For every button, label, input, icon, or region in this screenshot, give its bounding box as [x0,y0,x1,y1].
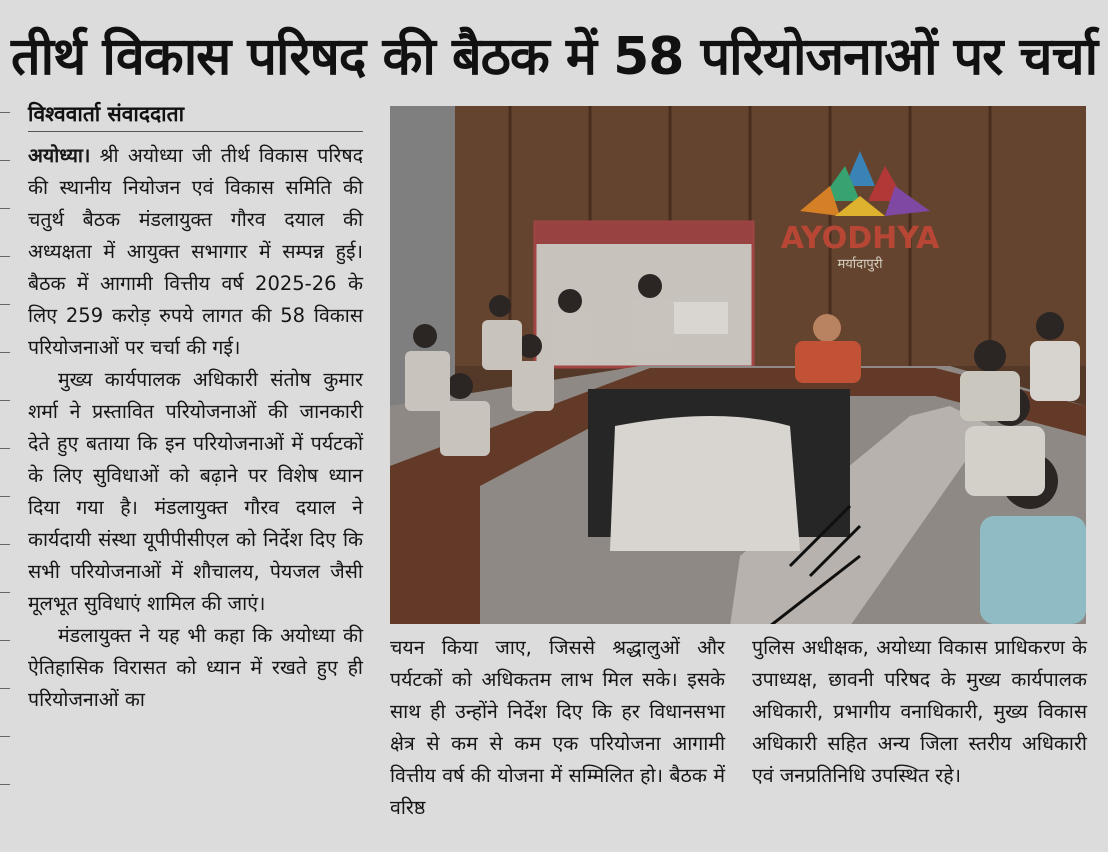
article-column-1 [28,140,363,716]
logo-text: AYODHYA [780,221,940,256]
dateline: अयोध्या। [28,144,91,167]
headline: तीर्थ विकास परिषद की बैठक में 58 परियोजनाओं पर चर्चा [10,27,1098,87]
logo-subtext: मर्यादापुरी [837,257,883,272]
byline: विश्ववार्ता संवाददाता [28,100,363,132]
column-gutter-marks [0,100,14,840]
article-column-2 [390,632,725,824]
paragraph-1 [28,140,363,364]
paragraph-5: पुलिस अधीक्षक, अयोध्या विकास प्राधिकरण के उपाध्यक्ष, छावनी परिषद के मुख्य कार्यपालक अधिकारी, प्रभागीय वनाधिकारी, मुख्य विकास अधिकारी सहित अन्य जिला स्तरीय अधिकारी एवं जनप्रतिनिधि उपस्थित रहे। [752,636,1087,787]
meeting-photo [390,106,1086,624]
paragraph-3: मंडलायुक्त ने यह भी कहा कि अयोध्या की ऐतिहासिक विरासत को ध्यान में रखते हुए ही परियोजनाओं का [28,624,363,711]
paragraph-4: चयन किया जाए, जिससे श्रद्धालुओं और पर्यटकों को अधिकतम लाभ मिल सके। इसके साथ ही उन्होंने निर्देश दिए कि हर विधानसभा क्षेत्र से कम से कम एक परियोजना आगामी वित्तीय वर्ष की योजना में सम्मिलित हो। बैठक में वरिष्ठ [390,636,725,819]
article-column-3 [752,632,1087,792]
paragraph-1-text: श्री अयोध्या जी तीर्थ विकास परिषद की स्थानीय नियोजन एवं विकास समिति की चतुर्थ बैठक मंडलायुक्त गौरव दयाल की अध्यक्षता में आयुक्त सभागार में सम्पन्न हुई। बैठक में आगामी वित्तीय वर्ष 2025-26 के लिए 259 करोड़ रुपये लागत की 58 विकास परियोजनाओं पर चर्चा की गई। [28,144,363,359]
paragraph-2: मुख्य कार्यपालक अधिकारी संतोष कुमार शर्मा ने प्रस्तावित परियोजनाओं की जानकारी देते हुए बताया कि इन परियोजनाओं में पर्यटकों के लिए सुविधाओं को बढ़ाने पर विशेष ध्यान दिया गया है। मंडलायुक्त गौरव दयाल ने कार्यदायी संस्था यूपीपीसीएल को निर्देश दिए कि सभी परियोजनाओं में शौचालय, पेयजल जैसी मूलभूत सुविधाएं शामिल की जाएं। [28,368,363,615]
